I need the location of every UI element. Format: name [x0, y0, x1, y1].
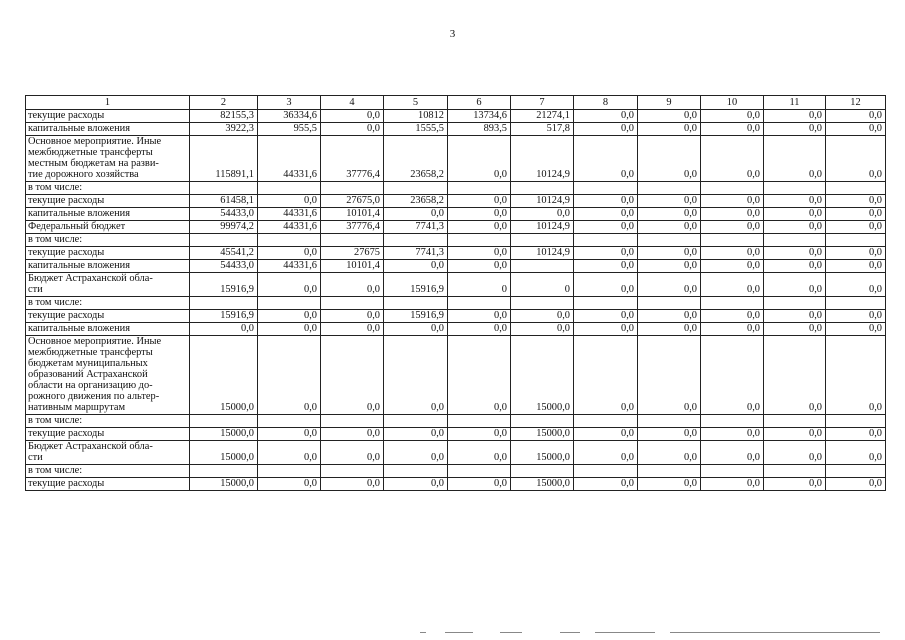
value-cell: 0,0 [764, 336, 826, 415]
value-cell: 0,0 [511, 208, 574, 221]
value-cell [448, 415, 511, 428]
budget-table [25, 95, 886, 491]
table-row [26, 221, 886, 234]
value-cell: 0,0 [511, 323, 574, 336]
value-cell: 10124,9 [511, 195, 574, 208]
value-cell: 0,0 [574, 123, 638, 136]
value-cell [826, 465, 886, 478]
value-cell: 0 [448, 273, 511, 297]
table-row [26, 441, 886, 465]
value-cell [574, 465, 638, 478]
value-cell: 10101,4 [321, 260, 384, 273]
value-cell: 0,0 [321, 310, 384, 323]
value-cell: 23658,2 [384, 136, 448, 182]
value-cell [826, 297, 886, 310]
row-label: капитальные вложения [26, 208, 190, 221]
value-cell [511, 234, 574, 247]
value-cell: 0,0 [638, 136, 701, 182]
row-label-line: образований Астраханской [28, 369, 148, 380]
value-cell: 82155,3 [190, 110, 258, 123]
value-cell: 0,0 [321, 123, 384, 136]
value-cell: 7741,3 [384, 221, 448, 234]
value-cell: 23658,2 [384, 195, 448, 208]
value-cell: 15000,0 [511, 428, 574, 441]
value-cell: 0,0 [258, 478, 321, 491]
value-cell: 955,5 [258, 123, 321, 136]
value-cell: 0,0 [701, 110, 764, 123]
value-cell: 44331,6 [258, 136, 321, 182]
value-cell: 0,0 [574, 110, 638, 123]
value-cell: 0,0 [574, 478, 638, 491]
value-cell: 15916,9 [190, 310, 258, 323]
value-cell: 0,0 [826, 273, 886, 297]
value-cell: 0,0 [701, 247, 764, 260]
value-cell [258, 182, 321, 195]
value-cell [701, 297, 764, 310]
value-cell: 10812 [384, 110, 448, 123]
value-cell: 0,0 [574, 221, 638, 234]
value-cell: 0,0 [701, 310, 764, 323]
value-cell [826, 182, 886, 195]
value-cell: 0,0 [384, 323, 448, 336]
value-cell: 0,0 [764, 110, 826, 123]
value-cell: 0,0 [448, 195, 511, 208]
row-label: текущие расходы [26, 310, 190, 323]
value-cell: 0,0 [638, 247, 701, 260]
value-cell: 36334,6 [258, 110, 321, 123]
row-label: капитальные вложения [26, 260, 190, 273]
value-cell: 0,0 [638, 310, 701, 323]
row-label-line: Бюджет Астраханской обла- [28, 441, 153, 452]
value-cell: 0,0 [574, 136, 638, 182]
table-row [26, 428, 886, 441]
table-body [26, 96, 886, 491]
value-cell: 0,0 [574, 428, 638, 441]
page-number: 3 [449, 28, 456, 40]
value-cell: 15000,0 [190, 478, 258, 491]
value-cell: 0 [511, 273, 574, 297]
value-cell: 0,0 [638, 441, 701, 465]
value-cell: 0,0 [638, 221, 701, 234]
value-cell [511, 260, 574, 273]
table-row [26, 310, 886, 323]
row-label-line: сти [28, 452, 43, 463]
value-cell: 0,0 [764, 195, 826, 208]
value-cell: 0,0 [448, 208, 511, 221]
value-cell: 0,0 [701, 195, 764, 208]
value-cell: 0,0 [826, 195, 886, 208]
value-cell: 0,0 [448, 441, 511, 465]
row-label: в том числе: [26, 182, 190, 195]
value-cell: 0,0 [258, 273, 321, 297]
row-label-line: Бюджет Астраханской обла- [28, 273, 153, 284]
value-cell: 0,0 [826, 221, 886, 234]
column-header: 10 [701, 96, 764, 110]
value-cell: 893,5 [448, 123, 511, 136]
column-header: 3 [258, 96, 321, 110]
value-cell: 10101,4 [321, 208, 384, 221]
value-cell [384, 465, 448, 478]
value-cell [574, 234, 638, 247]
value-cell [764, 234, 826, 247]
row-label [26, 136, 190, 182]
value-cell: 0,0 [511, 310, 574, 323]
value-cell [764, 465, 826, 478]
value-cell: 0,0 [764, 441, 826, 465]
row-label-line: области на организацию до- [28, 380, 153, 391]
value-cell [701, 415, 764, 428]
value-cell [384, 234, 448, 247]
column-header: 8 [574, 96, 638, 110]
value-cell: 0,0 [826, 336, 886, 415]
value-cell: 37776,4 [321, 136, 384, 182]
value-cell: 0,0 [638, 336, 701, 415]
value-cell: 0,0 [826, 323, 886, 336]
value-cell [701, 465, 764, 478]
row-label [26, 273, 190, 297]
column-header: 5 [384, 96, 448, 110]
table-row [26, 247, 886, 260]
value-cell: 0,0 [638, 260, 701, 273]
value-cell: 0,0 [764, 247, 826, 260]
value-cell [701, 234, 764, 247]
value-cell [511, 465, 574, 478]
value-cell: 0,0 [258, 323, 321, 336]
value-cell: 21274,1 [511, 110, 574, 123]
value-cell: 0,0 [638, 123, 701, 136]
value-cell: 0,0 [701, 221, 764, 234]
value-cell: 0,0 [321, 110, 384, 123]
value-cell: 0,0 [574, 273, 638, 297]
value-cell [764, 182, 826, 195]
row-label-line: Основное мероприятие. Иные [28, 136, 162, 147]
table-row [26, 260, 886, 273]
value-cell [448, 297, 511, 310]
value-cell: 1555,5 [384, 123, 448, 136]
value-cell: 0,0 [321, 441, 384, 465]
table-row [26, 195, 886, 208]
value-cell: 0,0 [384, 441, 448, 465]
column-header: 1 [26, 96, 190, 110]
table-row [26, 465, 886, 478]
table-row [26, 182, 886, 195]
value-cell [448, 182, 511, 195]
value-cell [511, 297, 574, 310]
value-cell: 0,0 [258, 336, 321, 415]
value-cell [190, 234, 258, 247]
value-cell: 0,0 [764, 310, 826, 323]
value-cell [574, 297, 638, 310]
row-label: текущие расходы [26, 247, 190, 260]
value-cell: 0,0 [574, 310, 638, 323]
value-cell: 0,0 [826, 478, 886, 491]
value-cell [826, 234, 886, 247]
value-cell: 0,0 [321, 323, 384, 336]
value-cell: 0,0 [321, 478, 384, 491]
table-row [26, 478, 886, 491]
value-cell: 0,0 [574, 323, 638, 336]
value-cell: 44331,6 [258, 221, 321, 234]
value-cell [448, 234, 511, 247]
value-cell: 15000,0 [190, 441, 258, 465]
row-label: Федеральный бюджет [26, 221, 190, 234]
value-cell [190, 465, 258, 478]
value-cell: 0,0 [321, 273, 384, 297]
row-label-line: местным бюджетам на разви- [28, 158, 159, 169]
value-cell [701, 182, 764, 195]
row-label: в том числе: [26, 297, 190, 310]
value-cell [321, 182, 384, 195]
value-cell [321, 297, 384, 310]
row-label-line: межбюджетные трансферты [28, 147, 153, 158]
value-cell: 0,0 [384, 336, 448, 415]
value-cell: 0,0 [826, 247, 886, 260]
table-row [26, 297, 886, 310]
value-cell: 0,0 [701, 273, 764, 297]
value-cell: 0,0 [574, 336, 638, 415]
value-cell: 15000,0 [190, 336, 258, 415]
row-label: капитальные вложения [26, 323, 190, 336]
table-row [26, 336, 886, 415]
row-label: текущие расходы [26, 428, 190, 441]
value-cell: 0,0 [826, 208, 886, 221]
value-cell [258, 415, 321, 428]
value-cell: 0,0 [384, 260, 448, 273]
value-cell: 0,0 [574, 260, 638, 273]
value-cell [638, 297, 701, 310]
value-cell: 0,0 [448, 478, 511, 491]
value-cell: 115891,1 [190, 136, 258, 182]
value-cell: 0,0 [448, 221, 511, 234]
value-cell: 0,0 [826, 441, 886, 465]
row-label: в том числе: [26, 234, 190, 247]
column-header: 6 [448, 96, 511, 110]
value-cell: 61458,1 [190, 195, 258, 208]
value-cell: 45541,2 [190, 247, 258, 260]
row-label [26, 441, 190, 465]
value-cell [764, 415, 826, 428]
value-cell: 27675 [321, 247, 384, 260]
value-cell: 0,0 [638, 323, 701, 336]
row-label-line: Основное мероприятие. Иные [28, 336, 162, 347]
value-cell [384, 415, 448, 428]
value-cell: 0,0 [448, 260, 511, 273]
table-row [26, 323, 886, 336]
value-cell [258, 465, 321, 478]
value-cell: 0,0 [258, 310, 321, 323]
value-cell: 0,0 [701, 123, 764, 136]
value-cell: 0,0 [764, 323, 826, 336]
value-cell: 0,0 [638, 428, 701, 441]
value-cell [384, 297, 448, 310]
value-cell: 0,0 [764, 428, 826, 441]
value-cell: 15916,9 [190, 273, 258, 297]
column-header: 4 [321, 96, 384, 110]
table-row [26, 208, 886, 221]
column-header: 2 [190, 96, 258, 110]
header-row [26, 96, 886, 110]
value-cell [638, 182, 701, 195]
value-cell: 44331,6 [258, 208, 321, 221]
value-cell: 54433,0 [190, 208, 258, 221]
value-cell [764, 297, 826, 310]
value-cell: 15000,0 [511, 336, 574, 415]
value-cell: 15000,0 [190, 428, 258, 441]
value-cell [826, 415, 886, 428]
value-cell: 0,0 [574, 441, 638, 465]
value-cell: 0,0 [448, 323, 511, 336]
value-cell: 27675,0 [321, 195, 384, 208]
value-cell: 7741,3 [384, 247, 448, 260]
value-cell: 0,0 [321, 428, 384, 441]
value-cell [511, 182, 574, 195]
value-cell: 0,0 [258, 195, 321, 208]
value-cell: 0,0 [258, 247, 321, 260]
value-cell [574, 415, 638, 428]
table-row [26, 415, 886, 428]
row-label-line: рожного движения по альтер- [28, 391, 160, 402]
column-header: 12 [826, 96, 886, 110]
value-cell: 0,0 [826, 123, 886, 136]
value-cell: 0,0 [826, 136, 886, 182]
value-cell: 0,0 [701, 260, 764, 273]
value-cell: 0,0 [701, 441, 764, 465]
value-cell: 0,0 [384, 478, 448, 491]
value-cell: 0,0 [448, 428, 511, 441]
value-cell [384, 182, 448, 195]
value-cell: 517,8 [511, 123, 574, 136]
value-cell [511, 415, 574, 428]
value-cell [190, 415, 258, 428]
value-cell: 3922,3 [190, 123, 258, 136]
value-cell: 15916,9 [384, 273, 448, 297]
row-label-line: сти [28, 284, 43, 295]
value-cell: 0,0 [448, 336, 511, 415]
bottom-scan-marks [420, 632, 880, 634]
value-cell [638, 465, 701, 478]
value-cell: 0,0 [574, 208, 638, 221]
value-cell: 0,0 [448, 247, 511, 260]
value-cell: 10124,9 [511, 136, 574, 182]
value-cell: 44331,6 [258, 260, 321, 273]
value-cell: 15000,0 [511, 478, 574, 491]
value-cell: 0,0 [826, 260, 886, 273]
value-cell: 0,0 [764, 260, 826, 273]
value-cell: 15000,0 [511, 441, 574, 465]
value-cell [638, 234, 701, 247]
row-label: в том числе: [26, 465, 190, 478]
value-cell: 15916,9 [384, 310, 448, 323]
value-cell: 10124,9 [511, 221, 574, 234]
value-cell: 0,0 [701, 336, 764, 415]
value-cell: 0,0 [826, 428, 886, 441]
value-cell: 0,0 [764, 273, 826, 297]
row-label: текущие расходы [26, 110, 190, 123]
value-cell: 0,0 [701, 428, 764, 441]
value-cell: 99974,2 [190, 221, 258, 234]
value-cell: 0,0 [701, 478, 764, 491]
row-label-line: нативным маршрутам [28, 402, 126, 413]
value-cell: 54433,0 [190, 260, 258, 273]
table-row [26, 136, 886, 182]
value-cell: 0,0 [384, 208, 448, 221]
value-cell [190, 297, 258, 310]
value-cell: 0,0 [384, 428, 448, 441]
column-header: 9 [638, 96, 701, 110]
value-cell: 0,0 [638, 208, 701, 221]
value-cell: 0,0 [638, 195, 701, 208]
value-cell: 0,0 [764, 136, 826, 182]
value-cell: 37776,4 [321, 221, 384, 234]
value-cell: 0,0 [764, 221, 826, 234]
value-cell: 0,0 [764, 478, 826, 491]
value-cell: 0,0 [258, 428, 321, 441]
row-label: текущие расходы [26, 478, 190, 491]
value-cell [321, 234, 384, 247]
value-cell [190, 182, 258, 195]
row-label-line: тие дорожного хозяйства [28, 169, 139, 180]
table-row [26, 123, 886, 136]
value-cell: 0,0 [190, 323, 258, 336]
row-label-line: бюджетам муниципальных [28, 358, 148, 369]
value-cell: 0,0 [764, 123, 826, 136]
value-cell [258, 297, 321, 310]
column-header: 11 [764, 96, 826, 110]
table-row [26, 110, 886, 123]
value-cell [448, 465, 511, 478]
row-label: капитальные вложения [26, 123, 190, 136]
value-cell: 0,0 [321, 336, 384, 415]
value-cell: 0,0 [574, 247, 638, 260]
value-cell: 0,0 [258, 441, 321, 465]
value-cell: 0,0 [448, 310, 511, 323]
value-cell: 0,0 [764, 208, 826, 221]
value-cell: 0,0 [826, 110, 886, 123]
value-cell: 0,0 [638, 273, 701, 297]
value-cell [574, 182, 638, 195]
value-cell: 13734,6 [448, 110, 511, 123]
value-cell: 0,0 [701, 323, 764, 336]
value-cell: 10124,9 [511, 247, 574, 260]
table-row [26, 273, 886, 297]
value-cell [638, 415, 701, 428]
value-cell: 0,0 [638, 478, 701, 491]
value-cell [258, 234, 321, 247]
row-label [26, 336, 190, 415]
value-cell [321, 415, 384, 428]
value-cell: 0,0 [574, 195, 638, 208]
value-cell: 0,0 [701, 136, 764, 182]
value-cell: 0,0 [701, 208, 764, 221]
row-label: в том числе: [26, 415, 190, 428]
row-label: текущие расходы [26, 195, 190, 208]
column-header: 7 [511, 96, 574, 110]
row-label-line: межбюджетные трансферты [28, 347, 153, 358]
value-cell: 0,0 [638, 110, 701, 123]
value-cell: 0,0 [448, 136, 511, 182]
value-cell: 0,0 [826, 310, 886, 323]
table-row [26, 234, 886, 247]
value-cell [321, 465, 384, 478]
